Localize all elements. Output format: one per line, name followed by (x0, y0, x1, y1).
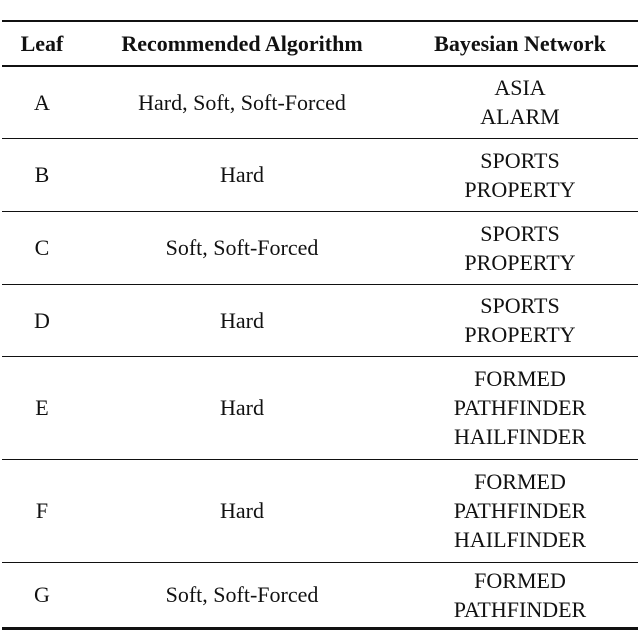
table-body (2, 66, 638, 628)
cell-recommended-algorithm: Soft, Soft-Forced (165, 235, 319, 260)
cell-bayesian-network (402, 66, 638, 138)
cell-bayesian-network (402, 211, 638, 284)
table-row (2, 356, 638, 459)
cell-leaf: F (35, 498, 49, 523)
network-name: PROPERTY (464, 249, 576, 275)
network-name: PATHFINDER (453, 395, 587, 420)
network-name: SPORTS (480, 147, 560, 173)
cell-leaf: D (34, 307, 50, 333)
cell-leaf: G (34, 582, 50, 607)
header-recommended-algorithm: Recommended Algorithm (121, 30, 363, 56)
table-row (2, 211, 638, 284)
cell-leaf: B (34, 162, 50, 187)
network-name: PATHFINDER (453, 596, 587, 622)
network-name: FORMED (474, 469, 566, 494)
table-caption-cut-off (0, 0, 640, 6)
recommendation-table (2, 20, 638, 630)
cell-bayesian-network (402, 284, 638, 356)
table-row (2, 284, 638, 356)
cell-bayesian-network (402, 138, 638, 211)
cell-leaf: A (34, 89, 50, 115)
network-name: HAILFINDER (454, 527, 586, 552)
cell-recommended-algorithm: Hard (220, 162, 264, 187)
network-name: ASIA (494, 75, 546, 101)
header-bayesian-network: Bayesian Network (434, 30, 606, 56)
table-row (2, 459, 638, 562)
network-name: FORMED (474, 567, 566, 593)
network-name: PROPERTY (464, 176, 576, 202)
network-name: FORMED (474, 366, 566, 391)
cell-recommended-algorithm: Hard, Soft, Soft-Forced (138, 89, 346, 115)
cell-bayesian-network (402, 562, 638, 628)
table-header-row (2, 21, 638, 66)
network-name: PROPERTY (464, 322, 576, 347)
network-name: ALARM (480, 104, 560, 130)
table-row (2, 138, 638, 211)
header-leaf: Leaf (20, 30, 64, 56)
table-row (2, 66, 638, 138)
network-name: SPORTS (480, 220, 560, 246)
cell-leaf: C (34, 235, 50, 260)
cell-leaf: E (35, 395, 49, 420)
network-name: PATHFINDER (453, 498, 587, 523)
table-row (2, 562, 638, 628)
cell-recommended-algorithm: Soft, Soft-Forced (165, 582, 319, 607)
cell-recommended-algorithm: Hard (220, 395, 264, 420)
cell-bayesian-network (402, 356, 638, 459)
network-name: SPORTS (480, 293, 560, 318)
cell-recommended-algorithm: Hard (220, 307, 264, 333)
cell-bayesian-network (402, 459, 638, 562)
network-name: HAILFINDER (454, 424, 586, 449)
cell-recommended-algorithm: Hard (220, 498, 264, 523)
